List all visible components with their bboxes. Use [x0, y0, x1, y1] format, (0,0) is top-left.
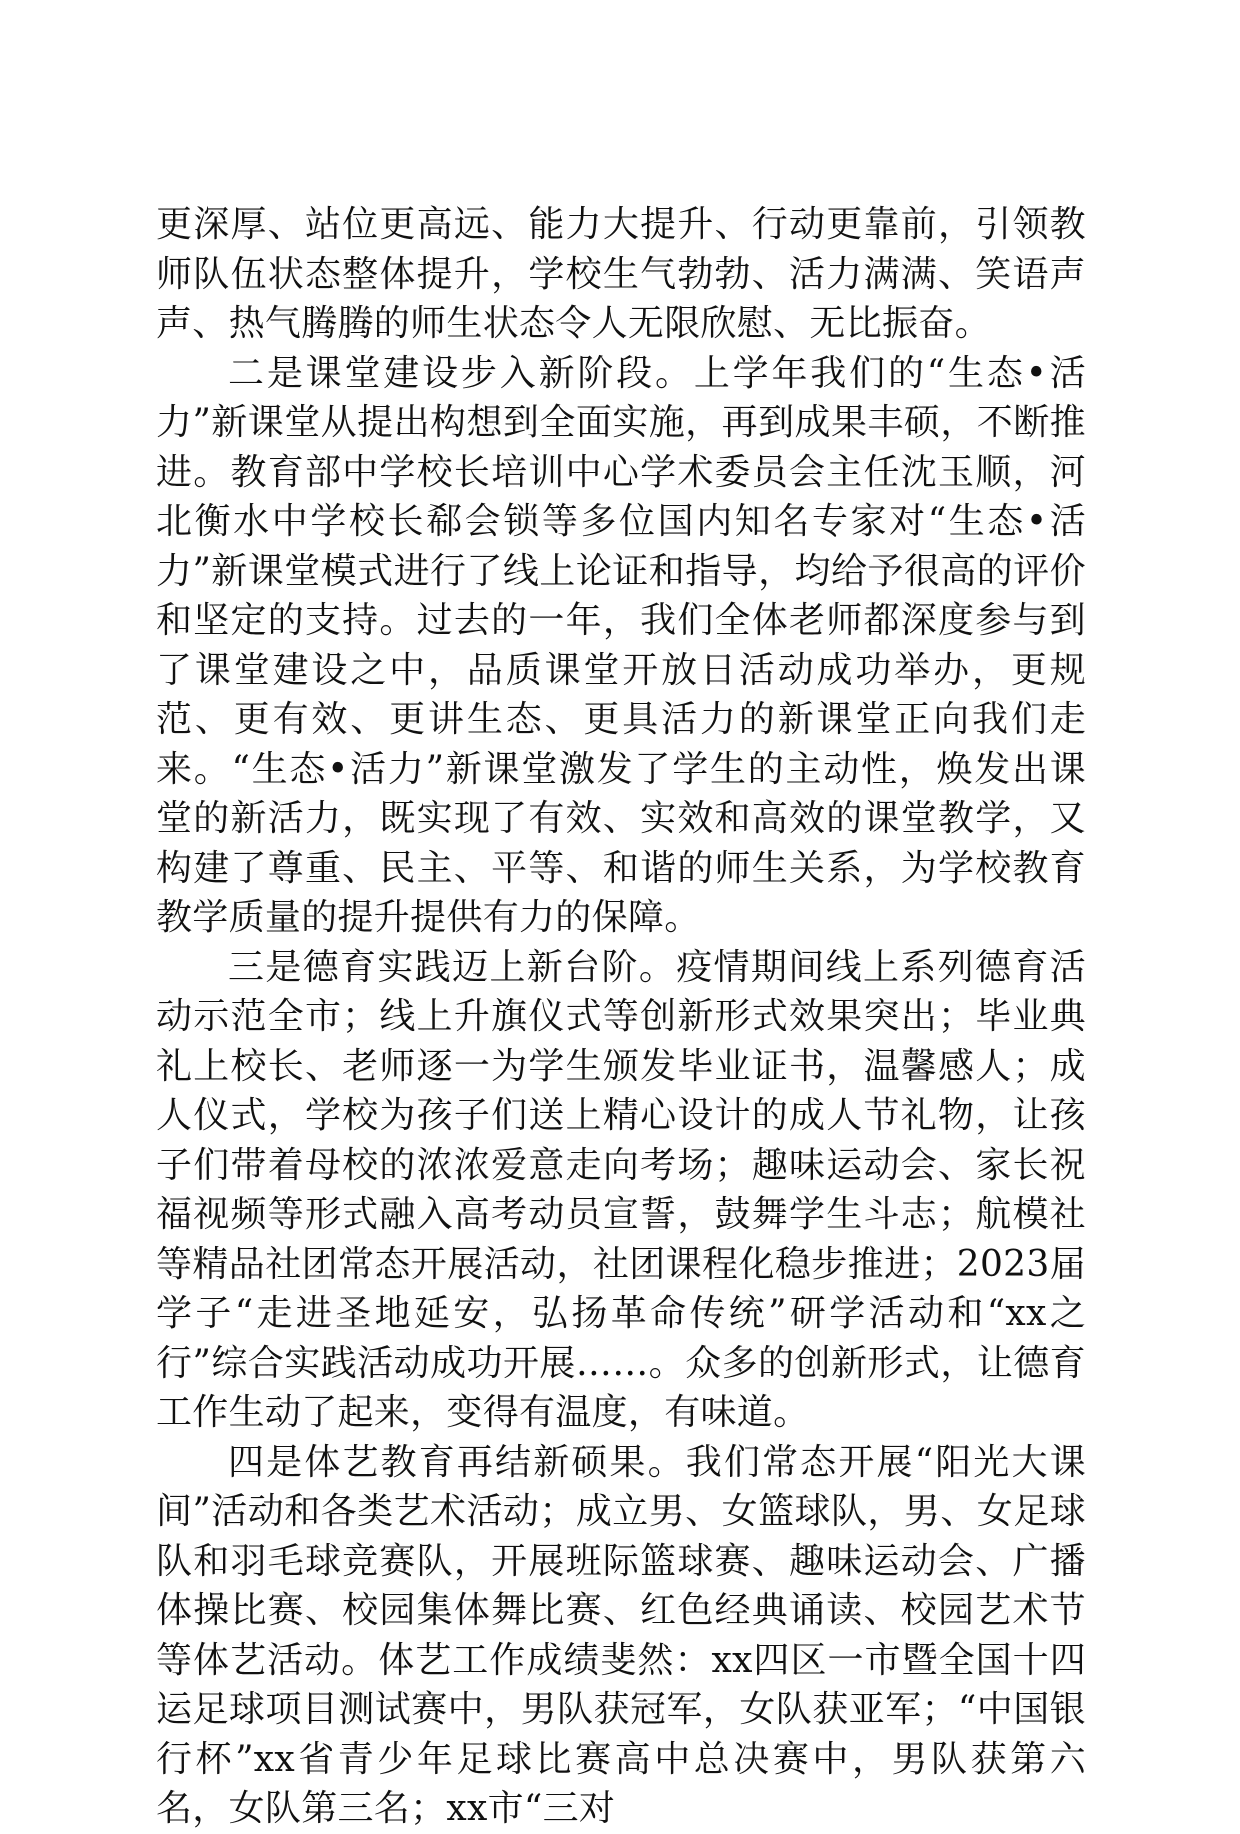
paragraph-sports-arts: 四是体艺教育再结新硕果。我们常态开展“阳光大课间”活动和各类艺术活动；成立男、女篮球队，男、女足球队和羽毛球竞赛队，开展班际篮球赛、趣味运动会、广播体操比赛、校园集体舞比赛、红色经典诵读、校园艺术节等体艺活动。体艺工作成绩斐然：xx四区一市暨全国十四运足球项目测试赛中，男队获冠军，女队获亚军；“中国银行杯”xx省青少年足球比赛高中总决赛中，男队获第六名，女队第三名；xx市“三对 — [156, 1441, 1086, 1829]
paragraph-classroom-construction: 二是课堂建设步入新阶段。上学年我们的“生态•活力”新课堂从提出构想到全面实施，再到成果丰硕，不断推进。教育部中学校长培训中心学术委员会主任沈玉顺，河北衡水中学校长郗会锁等多位国内知名专家对“生态•活力”新课堂模式进行了线上论证和指导，均给予很高的评价和坚定的支持。过去的一年，我们全体老师都深度参与到了课堂建设之中，品质课堂开放日活动成功举办，更规范、更有效、更讲生态、更具活力的新课堂正向我们走来。“生态•活力”新课堂激发了学生的主动性，焕发出课堂的新活力，既实现了有效、实效和高效的课堂教学，又构建了尊重、民主、平等、和谐的师生关系，为学校教育教学质量的提升提供有力的保障。 — [156, 352, 1086, 938]
body-text — [156, 200, 1086, 1834]
paragraph-continuation: 更深厚、站位更高远、能力大提升、行动更靠前，引领教师队伍状态整体提升，学校生气勃勃、活力满满、笑语声声、热气腾腾的师生状态令人无限欣慰、无比振奋。 — [156, 204, 1086, 344]
paragraph-moral-education: 三是德育实践迈上新台阶。疫情期间线上系列德育活动示范全市；线上升旗仪式等创新形式效果突出；毕业典礼上校长、老师逐一为学生颁发毕业证书，温馨感人；成人仪式，学校为孩子们送上精心设计的成人节礼物，让孩子们带着母校的浓浓爱意走向考场；趣味运动会、家长祝福视频等形式融入高考动员宣誓，鼓舞学生斗志；航模社等精品社团常态开展活动，社团课程化稳步推进；2023届学子“走进圣地延安，弘扬革命传统”研学活动和“xx之行”综合实践活动成功开展……。众多的创新形式，让德育工作生动了起来，变得有温度，有味道。 — [156, 946, 1086, 1433]
